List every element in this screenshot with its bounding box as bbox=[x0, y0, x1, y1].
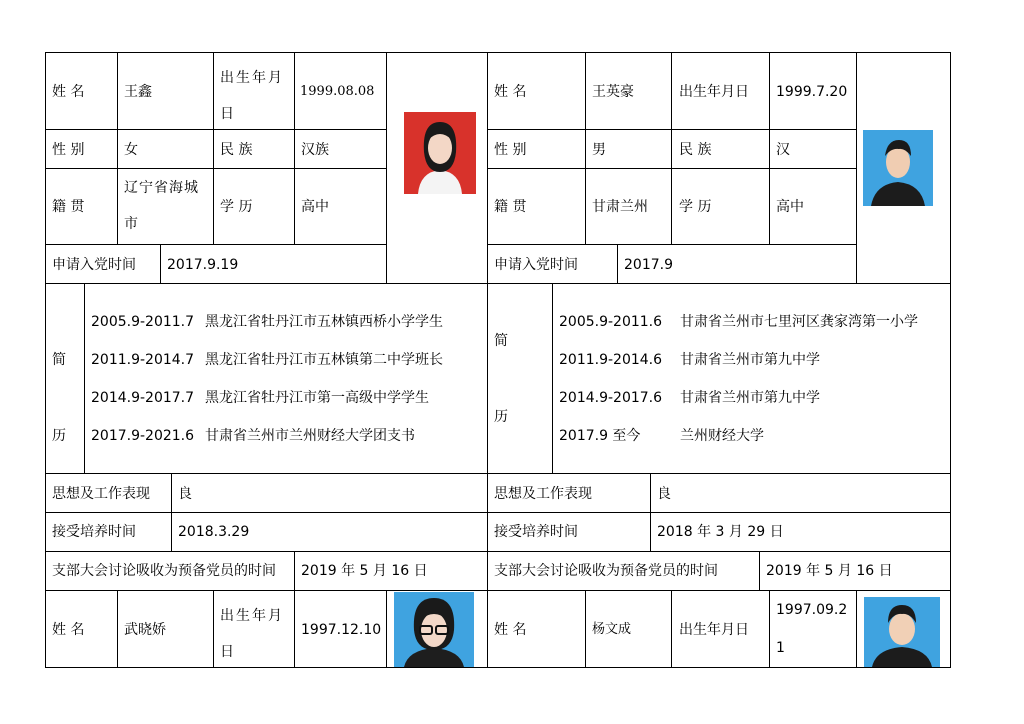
value-education: 高中 bbox=[776, 199, 804, 215]
label-birth: 出生年月日 bbox=[679, 84, 749, 100]
value-name: 武晓娇 bbox=[124, 622, 166, 638]
photo-yangwencheng bbox=[864, 597, 940, 667]
rule bbox=[487, 168, 857, 169]
resume-desc: 黑龙江省牡丹江市五林镇西桥小学学生 bbox=[205, 314, 443, 330]
rule bbox=[294, 551, 295, 590]
resume-period: 2014.9-2017.6 bbox=[559, 390, 663, 406]
rule bbox=[45, 590, 951, 591]
value-education: 高中 bbox=[301, 199, 329, 215]
rule bbox=[45, 512, 951, 513]
value-name: 杨文成 bbox=[592, 622, 632, 637]
label-apply-date: 申请入党时间 bbox=[52, 257, 136, 273]
rule bbox=[171, 473, 172, 551]
rule bbox=[617, 244, 618, 283]
resume-desc: 甘肃省兰州市第九中学 bbox=[680, 390, 820, 406]
value-name: 王鑫 bbox=[124, 84, 152, 100]
value-apply-date: 2017.9 bbox=[624, 257, 673, 273]
resume-desc: 甘肃省兰州市七里河区龚家湾第一小学 bbox=[680, 314, 918, 330]
rule bbox=[45, 168, 387, 169]
label-birth: 出生年月日 bbox=[220, 608, 284, 660]
rule bbox=[671, 52, 672, 244]
rule bbox=[769, 590, 770, 667]
rule bbox=[386, 52, 387, 283]
rule bbox=[117, 590, 118, 667]
rule bbox=[294, 52, 295, 244]
rule-bottom bbox=[45, 667, 951, 668]
label-native: 籍 贯 bbox=[494, 199, 527, 215]
resume-desc: 甘肃省兰州市兰州财经大学团支书 bbox=[205, 428, 415, 444]
label-training: 接受培养时间 bbox=[52, 524, 136, 540]
rule bbox=[856, 52, 857, 283]
label-name: 姓 名 bbox=[52, 622, 85, 638]
resume-period: 2005.9-2011.7 bbox=[91, 314, 195, 330]
label-branch-meeting: 支部大会讨论吸收为预备党员的时间 bbox=[52, 563, 276, 579]
value-training: 2018.3.29 bbox=[178, 524, 250, 540]
value-native: 甘肃兰州 bbox=[592, 199, 648, 215]
value-training: 2018 年 3 月 29 日 bbox=[657, 524, 784, 540]
value-birth: 1997.12.10 bbox=[301, 622, 382, 638]
value-branch-meeting: 2019 年 5 月 16 日 bbox=[766, 563, 893, 579]
value-ethnic: 汉 bbox=[776, 142, 790, 158]
label-thought: 思想及工作表现 bbox=[52, 486, 150, 502]
label-native: 籍 贯 bbox=[52, 199, 85, 215]
value-birth: 1999.7.20 bbox=[776, 84, 848, 100]
rule bbox=[294, 590, 295, 667]
rule bbox=[585, 52, 586, 244]
label-ethnic: 民 族 bbox=[679, 142, 712, 158]
rule bbox=[585, 590, 586, 667]
rule bbox=[671, 590, 672, 667]
value-birth-line2: 1 bbox=[776, 640, 785, 656]
label-apply-date: 申请入党时间 bbox=[494, 257, 578, 273]
rule bbox=[45, 473, 951, 474]
value-thought: 良 bbox=[178, 486, 192, 502]
value-ethnic: 汉族 bbox=[301, 142, 329, 158]
label-resume-2: 历 bbox=[494, 409, 508, 425]
photo-wangyinghao bbox=[863, 130, 933, 206]
value-name: 王英豪 bbox=[592, 84, 634, 100]
value-thought: 良 bbox=[657, 486, 671, 502]
label-name: 姓 名 bbox=[494, 622, 527, 638]
rule bbox=[45, 244, 387, 245]
label-ethnic: 民 族 bbox=[220, 142, 253, 158]
resume-desc: 黑龙江省牡丹江市第一高级中学学生 bbox=[205, 390, 429, 406]
rule bbox=[856, 590, 857, 667]
rule bbox=[117, 52, 118, 244]
resume-period: 2017.9-2021.6 bbox=[91, 428, 195, 444]
rule bbox=[160, 244, 161, 283]
rule bbox=[552, 283, 553, 473]
label-resume-2: 历 bbox=[52, 428, 66, 444]
resume-desc: 黑龙江省牡丹江市五林镇第二中学班长 bbox=[205, 352, 443, 368]
label-thought: 思想及工作表现 bbox=[494, 486, 592, 502]
rule bbox=[759, 551, 760, 590]
resume-desc: 甘肃省兰州市第九中学 bbox=[680, 352, 820, 368]
value-gender: 女 bbox=[124, 142, 138, 158]
label-resume-1: 简 bbox=[52, 352, 66, 368]
rule bbox=[213, 52, 214, 244]
label-birth: 出生年月日 bbox=[679, 622, 749, 638]
rule-top bbox=[45, 52, 951, 53]
photo-wangxin bbox=[404, 112, 476, 194]
resume-period: 2017.9 至今 bbox=[559, 428, 641, 444]
rule bbox=[45, 129, 387, 130]
rule bbox=[769, 52, 770, 244]
rule bbox=[487, 244, 857, 245]
label-branch-meeting: 支部大会讨论吸收为预备党员的时间 bbox=[494, 563, 718, 579]
value-apply-date: 2017.9.19 bbox=[167, 257, 239, 273]
value-gender: 男 bbox=[592, 142, 606, 158]
resume-period: 2005.9-2011.6 bbox=[559, 314, 663, 330]
label-resume-1: 简 bbox=[494, 333, 508, 349]
label-education: 学 历 bbox=[679, 199, 712, 215]
label-training: 接受培养时间 bbox=[494, 524, 578, 540]
label-birth: 出生年月日 bbox=[220, 70, 284, 122]
resume-period: 2011.9-2014.7 bbox=[91, 352, 195, 368]
resume-period: 2014.9-2017.7 bbox=[91, 390, 195, 406]
rule bbox=[386, 590, 387, 667]
rule-right bbox=[950, 52, 951, 668]
resume-period: 2011.9-2014.6 bbox=[559, 352, 663, 368]
rule bbox=[84, 283, 85, 473]
label-education: 学 历 bbox=[220, 199, 253, 215]
value-branch-meeting: 2019 年 5 月 16 日 bbox=[301, 563, 428, 579]
label-gender: 性 别 bbox=[52, 142, 85, 158]
photo-wuxiaojiao bbox=[394, 592, 474, 667]
rule bbox=[487, 129, 857, 130]
rule bbox=[45, 283, 951, 284]
rule bbox=[45, 551, 951, 552]
value-birth-line1: 1997.09.2 bbox=[776, 602, 848, 618]
resume-desc: 兰州财经大学 bbox=[680, 428, 764, 444]
value-birth: 1999.08.08 bbox=[300, 84, 375, 99]
rule bbox=[213, 590, 214, 667]
label-name: 姓 名 bbox=[494, 84, 527, 100]
label-name: 姓 名 bbox=[52, 84, 85, 100]
rule-center bbox=[487, 52, 488, 668]
label-gender: 性 别 bbox=[494, 142, 527, 158]
rule-left bbox=[45, 52, 46, 668]
value-native: 辽宁省海城市 bbox=[124, 180, 199, 232]
rule bbox=[650, 473, 651, 551]
